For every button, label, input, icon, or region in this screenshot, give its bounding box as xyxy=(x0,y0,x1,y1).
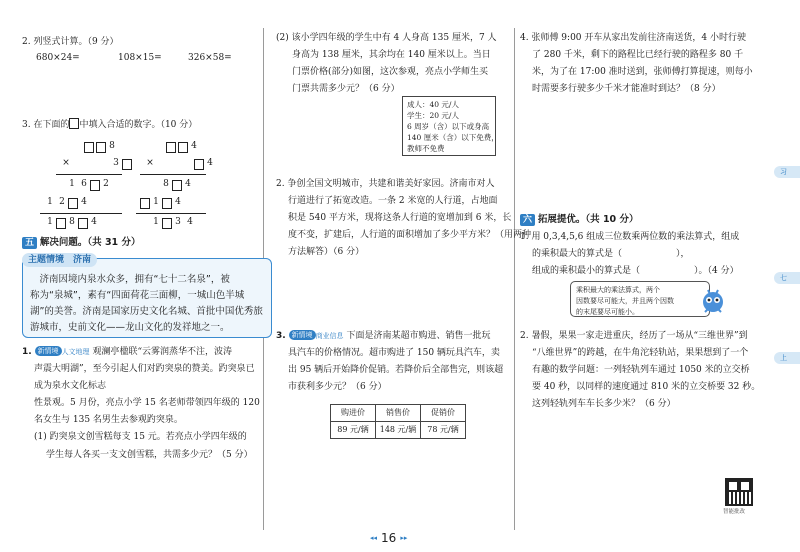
puzzle-blank[interactable] xyxy=(122,159,132,170)
puzzle-blank[interactable] xyxy=(140,198,150,209)
table-header: 销售价 xyxy=(376,405,421,422)
calc-problem-1: 680×24= xyxy=(36,53,80,63)
section-6-title: 拓展提优。（共 10 分） xyxy=(537,214,639,225)
next-page-icon[interactable]: ▸▸ xyxy=(400,533,408,542)
q3-title: 3. 在下面的 中填入合适的数字。（10 分） xyxy=(22,120,198,130)
calc-problem-2: 108×15= xyxy=(118,53,162,63)
puzzle-blank[interactable] xyxy=(194,159,204,170)
theme-text: 济南因境内泉水众多，拥有“七十二名泉”，被 称为“泉城”，素有“四面荷花三面柳，一城山色半城 湖”的美誉。济南是国家历史文化名城、首批中国优秀旅 游城市，史前文化——龙山文化的发祥地之一。 xyxy=(30,274,263,333)
ticket-price-box: 成人：40 元/人 学生：20 元/人 6 周岁（含）以下或身高 140 厘米（含）以下免费， 教师不免费 xyxy=(402,96,496,156)
puzzle-blank[interactable] xyxy=(172,180,182,191)
section-5-header xyxy=(22,236,140,251)
qr-code-icon[interactable] xyxy=(725,478,753,506)
puzzle-blank[interactable] xyxy=(178,142,188,153)
puzzle-blank[interactable] xyxy=(84,142,94,153)
q3-middle-text: 3. 新情境 商业信息 下面是济南某超市购进、销售一批玩 具汽车的价格情况。超市购进了 150 辆玩具汽车，卖 出 95 辆后开始降价促销。若降价后全部售完，则该超 市获利多少元？（6 分） xyxy=(276,331,504,393)
mascot-icon xyxy=(697,284,729,316)
puzzle-blank[interactable] xyxy=(90,180,100,191)
section-6-badge: 六 xyxy=(520,214,535,226)
q1-text: 1. 新情境 人文地理 观澜亭楹联“云雾润蒸华不注，波涛 声震大明湖”，至今引起人们对趵突泉的赞美。趵突泉已成为泉水文化标志 性景观。5 月份，亮点小学 15 名老师带领四年级的 120 名女生与 135 名男生去参观趵突泉。 (1) 趵突泉文创雪糕每支 15 元。若亮点小学四年级的 学生每人各买一支文创雪糕，共需多少元？（5 分） xyxy=(22,347,260,460)
puzzle-blank[interactable] xyxy=(78,218,88,229)
blank-box-icon xyxy=(69,118,79,129)
prev-page-icon[interactable]: ◂◂ xyxy=(370,533,378,542)
qr-label: 智能批改 xyxy=(723,509,746,515)
q2-title: 2. 列竖式计算。（9 分） xyxy=(22,37,119,47)
section-5-badge: 五 xyxy=(22,237,37,249)
puzzle-blank[interactable] xyxy=(166,142,176,153)
side-tab[interactable]: 上 xyxy=(774,352,800,364)
table-header: 促销价 xyxy=(421,405,466,422)
new-context-tag: 新情境 xyxy=(289,330,316,340)
new-context-tag: 新情境 xyxy=(35,346,62,356)
puzzle-blank[interactable] xyxy=(56,218,66,229)
extend-q1-text: 1. 用 0,3,4,5,6 组成三位数乘两位数的乘法算式，组成 的乘积最大的算式是（ ）， 组成的乘积最小的算式是（ ）。（4 分） xyxy=(520,232,740,277)
toy-car-price-table xyxy=(330,404,466,439)
q2-middle-text: 2. 争创全国文明城市，共建和谐美好家园。济南市对人 行道进行了拓宽改造。一条 2 米宽的人行道，占地面 积是 540 平方米，现将这条人行道的宽增加到 6 米，长 度不变，扩建后，人行道的面积增加了多少平方米？（用两种 方法解答）（6 分） xyxy=(276,179,532,258)
section-5-title: 解决问题。（共 31 分） xyxy=(39,237,141,248)
calc-problem-3: 326×58= xyxy=(188,53,232,63)
theme-tab: 主题情境 济南 xyxy=(22,253,97,267)
extend-q2-text: 2. 暑假，果果一家走进重庆，经历了一场从“三维世界”到 “八维世界”的跨越，在牛角沱轻轨站，果果想到了一个 有趣的数学问题：一列轻轨列车通过 1050 米的立交桥 要 40 秒，以同样的速度通过 810 米的立交桥要 32 秒。 这列轻轨列车车长多少米？（6 分） xyxy=(520,331,761,410)
section-6-header xyxy=(520,213,638,228)
puzzle-blank[interactable] xyxy=(162,218,172,229)
column-divider-2 xyxy=(514,28,515,530)
page-footer xyxy=(370,529,407,548)
table-header: 购进价 xyxy=(331,405,376,422)
hint-tip-box: 乘积最大的乘法算式，两个 因数要尽可能大，并且两个因数 的末尾要尽可能小。 xyxy=(570,281,710,317)
puzzle-blank[interactable] xyxy=(96,142,106,153)
puzzle-blank[interactable] xyxy=(68,198,78,209)
table-cell: 78 元/辆 xyxy=(421,422,466,439)
side-tab[interactable]: 七 xyxy=(774,272,800,284)
puzzle-blank[interactable] xyxy=(162,198,172,209)
table-cell: 148 元/辆 xyxy=(376,422,421,439)
side-tab[interactable]: 习 xyxy=(774,166,800,178)
page-number: 16 xyxy=(381,531,397,545)
q1-sub2-text: (2) 该小学四年级的学生中有 4 人身高 135 厘米，7 人 身高为 138 厘米，其余均在 140 厘米以上。当日 门票价格(部分)如图，这次参观，亮点小学师生买 门票共需多少元？（6 分） xyxy=(276,33,497,95)
table-cell: 89 元/辆 xyxy=(331,422,376,439)
q4-text: 4. 张师傅 9:00 开车从家出发前往济南送货，4 小时行驶 了 280 千米，剩下的路程比已经行驶的路程多 80 千 米，为了在 17:00 准时送到，张师傅打算提速，则每小 时需要多行驶多少千米才能准时到达？（8 分） xyxy=(520,33,753,95)
